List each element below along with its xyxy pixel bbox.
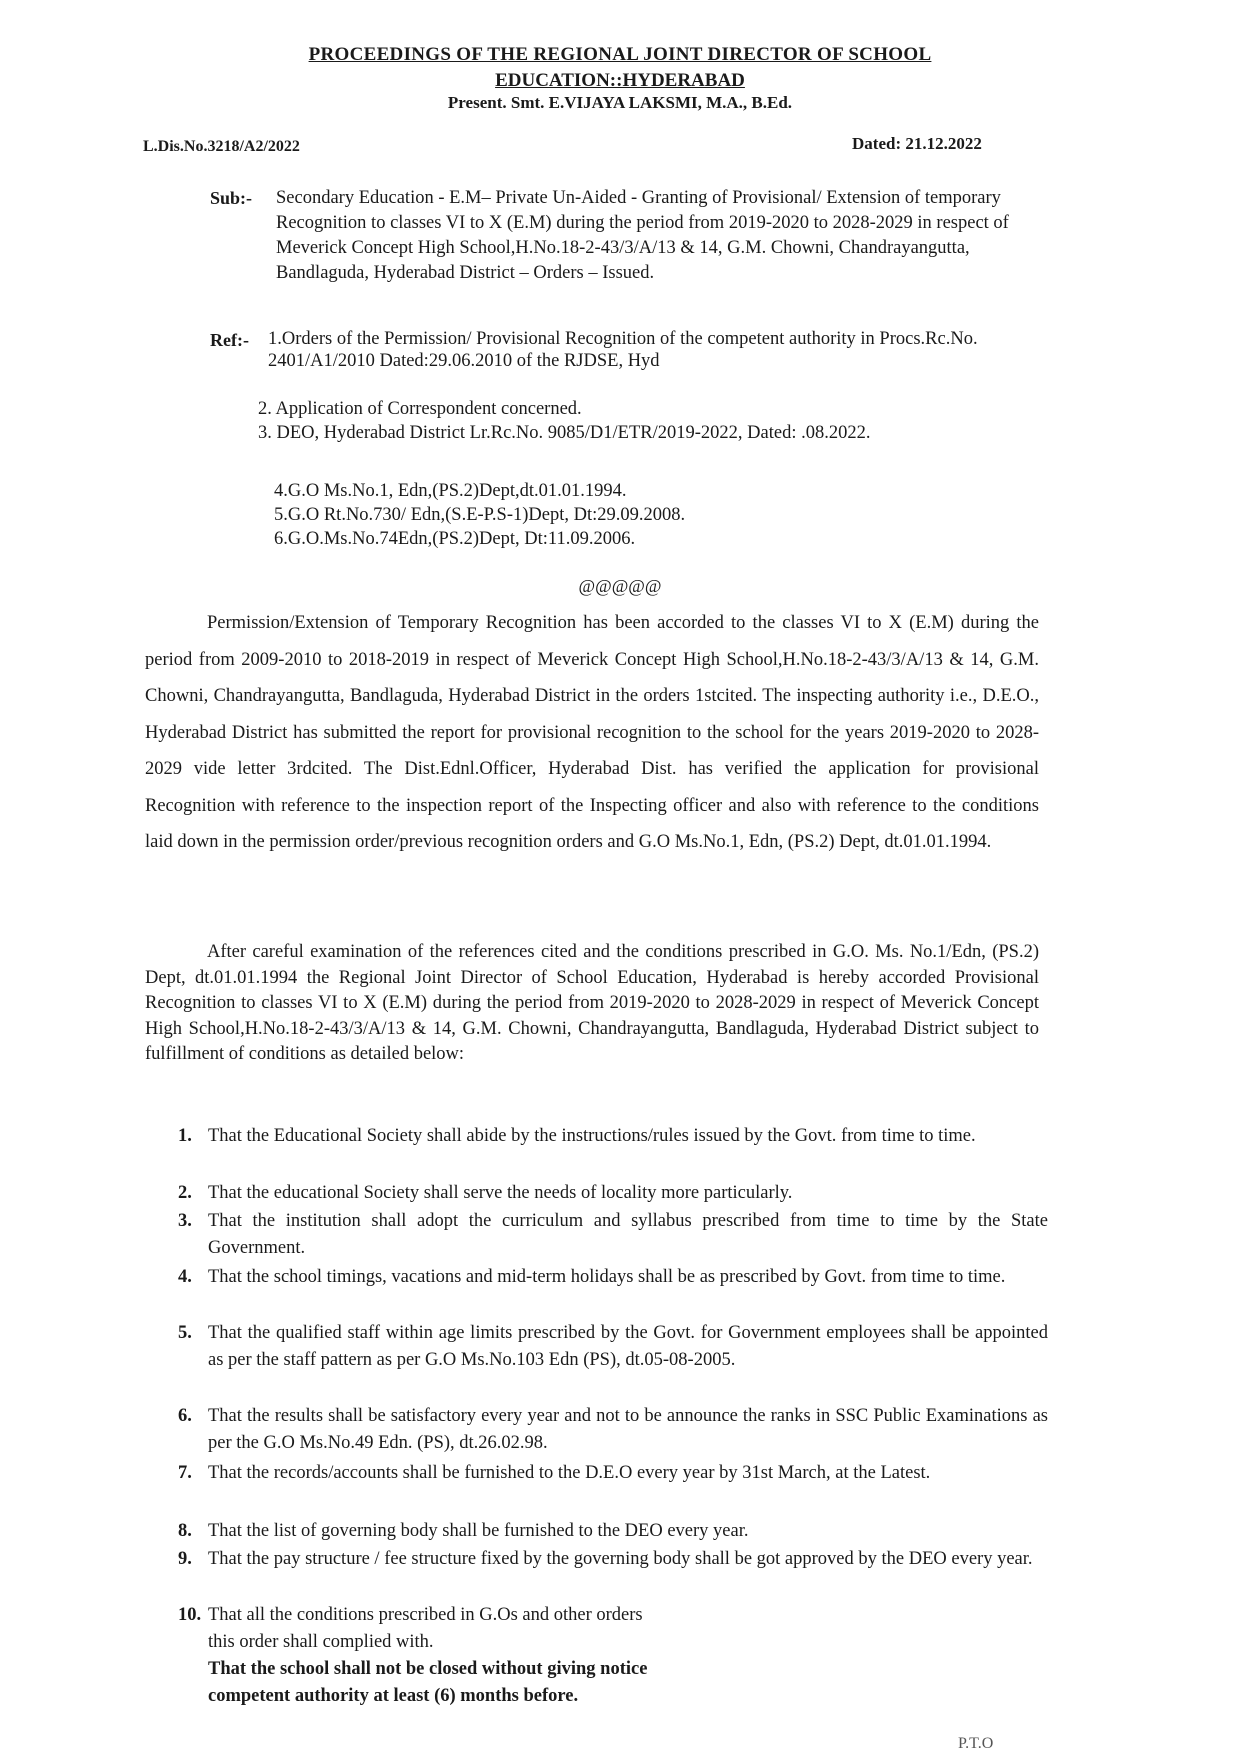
condition-text: That the records/accounts shall be furnished to the D.E.O every year by 31st March, at the Latest. [208, 1463, 931, 1483]
condition-number: 7. [178, 1463, 192, 1483]
subject-text: Secondary Education - E.M– Private Un-Aided - Granting of Provisional/ Extension of temporary Recognition to classes VI to X (E.M) during the period from 2019-2020 to 2028-2029 in respect of Meverick Concept High School,H.No.18-2-43/3/A/13 & 14, G.M. Chowni, Chandrayangutta, Bandlaguda, Hyderabad District – Orders – Issued. [276, 188, 1009, 283]
references-label: Ref:- [210, 330, 249, 350]
condition-item [178, 1264, 1048, 1291]
condition-item [178, 1460, 1048, 1487]
condition-number: 10. [178, 1605, 202, 1625]
reference-item: 6.G.O.Ms.No.74Edn,(PS.2)Dept, Dt:11.09.2006. [274, 529, 636, 549]
condition-number: 9. [178, 1549, 192, 1569]
condition-number: 5. [178, 1323, 192, 1343]
condition-item [178, 1546, 1048, 1573]
body-paragraph-2: After careful examination of the references cited and the conditions prescribed in G.O. Ms. No.1/Edn, (PS.2) Dept, dt.01.01.1994 the Regional Joint Director of School Education, Hyderabad is hereby accorded Provisional Recognition to classes VI to X (E.M) during the period from 2019-2020 to 2028-2029 in respect of Meverick Concept High School,H.No.18-2-43/3/A/13 & 14, G.M. Chowni, Chandrayangutta, Bandlaguda, Hyderabad District subject to fulfillment of conditions as detailed below: [145, 942, 1039, 1064]
body-paragraph-1: Permission/Extension of Temporary Recognition has been accorded to the classes VI to X (E.M) during the period from 2009-2010 to 2018-2019 in respect of Meverick Concept High School,H.No.18-2-43/3/A/13 & 14, G.M. Chowni, Chandrayangutta, Bandlaguda, Hyderabad District in the orders 1stcited. The inspecting authority i.e., D.E.O., Hyderabad District has submitted the report for provisional recognition to the school for the years 2019-2020 to 2028-2029 vide letter 3rdcited. The Dist.Ednl.Officer, Hyderabad Dist. has verified the application for provisional Recognition with reference to the inspection report of the Inspecting officer and also with reference to the conditions laid down in the permission order/previous recognition orders and G.O Ms.No.1, Edn, (PS.2) Dept, dt.01.01.1994. [145, 613, 1039, 852]
reference-item: 3. DEO, Hyderabad District Lr.Rc.No. 9085/D1/ETR/2019-2022, Dated: .08.2022. [258, 423, 871, 443]
condition-number: 6. [178, 1406, 192, 1426]
reference-number: L.Dis.No.3218/A2/2022 [143, 138, 300, 155]
condition-text: That the school timings, vacations and mid-term holidays shall be as prescribed by Govt. from time to time. [208, 1267, 1006, 1287]
condition-text: That the results shall be satisfactory every year and not to be announce the ranks in SSC Public Examinations as per the G.O Ms.No.49 Edn. (PS), dt.26.02.98. [208, 1406, 1048, 1453]
subject-label: Sub:- [210, 188, 253, 208]
condition-text: That the qualified staff within age limits prescribed by the Govt. for Government employees shall be appointed as per the staff pattern as per G.O Ms.No.103 Edn (PS), dt.05-08-2005. [208, 1323, 1048, 1370]
separator: @@@@@ [578, 576, 662, 596]
reference-item: 5.G.O Rt.No.730/ Edn,(S.E-P.S-1)Dept, Dt:29.09.2008. [274, 505, 686, 525]
condition-number: 4. [178, 1267, 192, 1287]
header-present-line: Present. Smt. E.VIJAYA LAKSMI, M.A., B.Ed. [447, 93, 793, 112]
reference-item: 2. Application of Correspondent concerned. [258, 399, 582, 419]
reference-item: 4.G.O Ms.No.1, Edn,(PS.2)Dept,dt.01.01.1994. [274, 481, 627, 501]
condition-number: 1. [178, 1126, 192, 1146]
condition-item [178, 1403, 1048, 1456]
condition-text: That the pay structure / fee structure fixed by the governing body shall be got approved by the DEO every year. [208, 1549, 1033, 1569]
condition-item [178, 1518, 1048, 1545]
date: Dated: 21.12.2022 [852, 134, 982, 153]
condition-item [178, 1208, 1048, 1261]
condition-text: That the educational Society shall serve the needs of locality more particularly. [208, 1183, 793, 1203]
condition-number: 2. [178, 1183, 192, 1203]
condition-item [178, 1320, 1048, 1373]
condition-item [178, 1180, 1048, 1207]
condition-item [178, 1602, 1048, 1655]
condition-text: That the institution shall adopt the curriculum and syllabus prescribed from time to time by the State Government. [208, 1211, 1048, 1258]
pto-note: P.T.O [958, 1735, 994, 1752]
condition-item [178, 1123, 1048, 1150]
closing-note: That the school shall not be closed without giving notice competent authority at least (6) months before. [208, 1659, 648, 1706]
condition-number: 3. [178, 1211, 192, 1231]
condition-text: That the Educational Society shall abide by the instructions/rules issued by the Govt. from time to time. [208, 1126, 976, 1146]
condition-text: That the list of governing body shall be furnished to the DEO every year. [208, 1521, 749, 1541]
condition-number: 8. [178, 1521, 192, 1541]
header-title-line1: PROCEEDINGS OF THE REGIONAL JOINT DIRECTOR OF SCHOOL [308, 44, 932, 65]
header-title-line2: EDUCATION::HYDERABAD [495, 70, 745, 91]
reference-item: 1.Orders of the Permission/ Provisional Recognition of the competent authority in Procs.Rc.No. 2401/A1/2010 Dated:29.06.2010 of the RJDSE, Hyd [268, 329, 978, 371]
condition-text: That all the conditions prescribed in G.Os and other orders this order shall complied with. [208, 1605, 643, 1652]
